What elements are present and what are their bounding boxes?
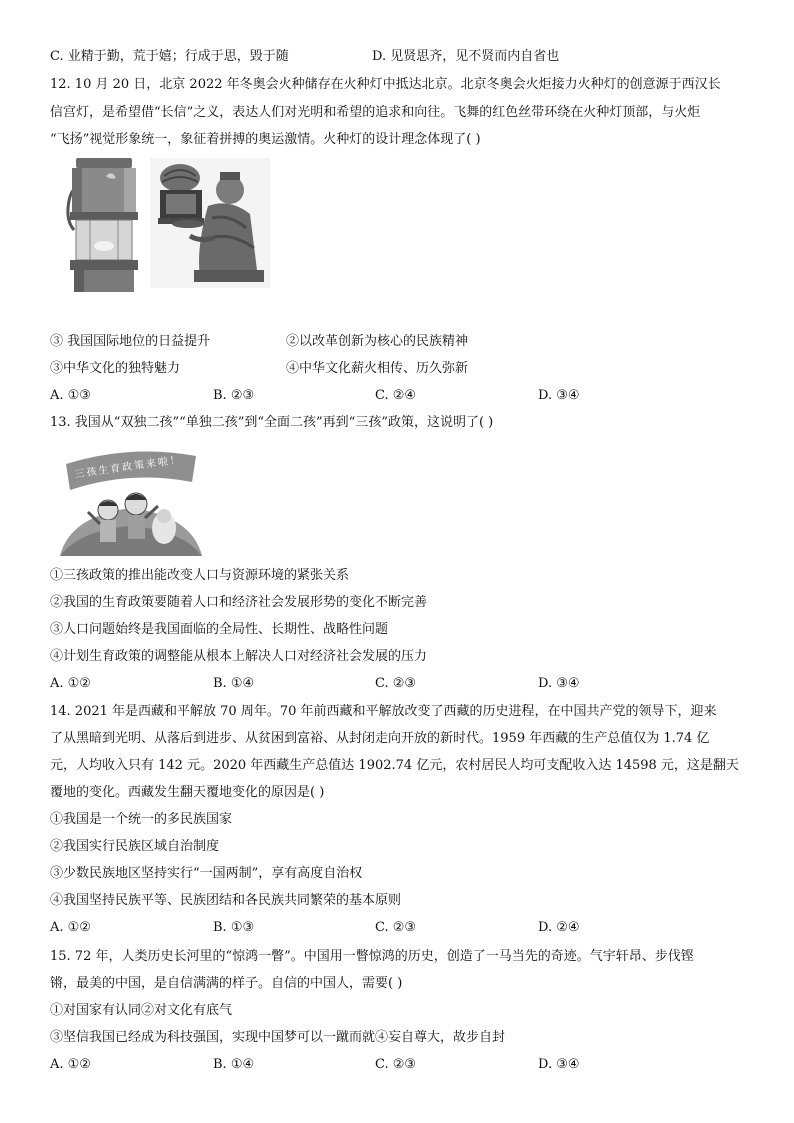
q13-statement-2: ②我国的生育政策要随着人口和经济社会发展形势的变化不断完善 [50, 595, 428, 610]
q13-stem: 13. 我国从“双独二孩”“单独二孩”到“全面二孩”再到“三孩”政策，这说明了( ) [50, 415, 494, 430]
q14-option-d: D. ②④ [538, 920, 580, 935]
q15-statement-1: ①对国家有认同②对文化有底气 [50, 1003, 233, 1018]
q14-statement-2: ②我国实行民族区域自治制度 [50, 839, 220, 854]
q12-statement-4: ④中华文化薪火相传、历久弥新 [286, 361, 469, 376]
q14-stem-line-2: 了从黑暗到光明、从落后到进步、从贫困到富裕、从封闭走向开放的新时代。1959 年西藏的生产总值仅为 1.74 亿 [50, 731, 710, 746]
q13-statement-3: ③人口问题始终是我国面临的全局性、长期性、战略性问题 [50, 622, 389, 637]
q12-option-a: A. ①③ [50, 388, 91, 403]
q14-statement-4: ④我国坚持民族平等、民族团结和各民族共同繁荣的基本原则 [50, 893, 402, 908]
q11-option-d: D. 见贤思齐，见不贤而内自省也 [372, 49, 560, 64]
q13-statement-1: ①三孩政策的推出能改变人口与资源环境的紧张关系 [50, 568, 350, 583]
q15-stem-line-2: 锵，最美的中国，是自信满满的样子。自信的中国人，需要( ) [50, 976, 403, 991]
q13-option-b: B. ①④ [213, 676, 255, 691]
q14-option-b: B. ①③ [213, 920, 255, 935]
q14-statement-3: ③少数民族地区坚持实行“一国两制”，享有高度自治权 [50, 866, 363, 881]
q12-stem-line-3: “飞扬”视觉形象统一，象征着拼搏的奥运激情。火种灯的设计理念体现了( ) [50, 132, 481, 147]
q15-stem-line-1: 15. 72 年，人类历史长河里的“惊鸿一瞥”。中国用一瞥惊鸿的历史，创造了一马当先的奇迹。气宇轩昂、步伐铿 [50, 949, 694, 964]
fire-lantern-image [62, 158, 142, 298]
q13-statement-4: ④计划生育政策的调整能从根本上解决人口对经济社会发展的压力 [50, 649, 428, 664]
q15-option-d: D. ③④ [538, 1057, 580, 1072]
q12-option-d: D. ③④ [538, 388, 580, 403]
q14-option-c: C. ②③ [375, 920, 417, 935]
q13-option-a: A. ①② [50, 676, 91, 691]
q14-statement-1: ①我国是一个统一的多民族国家 [50, 812, 233, 827]
banner-text: 三孩生育政策来啦！ [74, 454, 183, 481]
q11-option-c: C. 业精于勤，荒于嬉；行成于思，毁于随 [50, 49, 289, 64]
q14-stem-line-3: 元，人均收入只有 142 元。2020 年西藏生产总值达 1902.74 亿元，农村居民人均可支配收入达 14598 元，这是翻天 [50, 758, 739, 773]
q14-stem-line-1: 14. 2021 年是西藏和平解放 70 周年。70 年前西藏和平解放改变了西藏的历史进程，在中国共产党的领导下，迎来 [50, 704, 717, 719]
q12-stem-line-2: 信宫灯，是希望借“长信”之义，表达人们对光明和希望的追求和向往。飞舞的红色丝带环绕在火种灯顶部，与火炬 [50, 105, 701, 120]
q14-stem-line-4: 覆地的变化。西藏发生翻天覆地变化的原因是( ) [50, 785, 325, 800]
q15-option-a: A. ①② [50, 1057, 91, 1072]
q14-option-a: A. ①② [50, 920, 91, 935]
q15-option-b: B. ①④ [213, 1057, 255, 1072]
q12-statement-2: ②以改革创新为核心的民族精神 [286, 334, 469, 349]
three-child-policy-image [60, 446, 202, 556]
q15-statement-2: ③坚信我国已经成为科技强国，实现中国梦可以一蹴而就④妄自尊大，故步自封 [50, 1030, 506, 1045]
q13-option-d: D. ③④ [538, 676, 580, 691]
q12-option-c: C. ②④ [375, 388, 417, 403]
q12-stem-line-1: 12. 10 月 20 日，北京 2022 年冬奥会火种储存在火种灯中抵达北京。北京冬奥会火炬接力火种灯的创意源于西汉长 [50, 77, 721, 92]
q15-option-c: C. ②③ [375, 1057, 417, 1072]
changxin-palace-lamp-image [150, 158, 270, 288]
q12-option-b: B. ②③ [213, 388, 255, 403]
q12-statement-1: ③ 我国国际地位的日益提升 [50, 334, 211, 349]
q13-option-c: C. ②③ [375, 676, 417, 691]
q12-statement-3: ③中华文化的独特魅力 [50, 361, 181, 376]
